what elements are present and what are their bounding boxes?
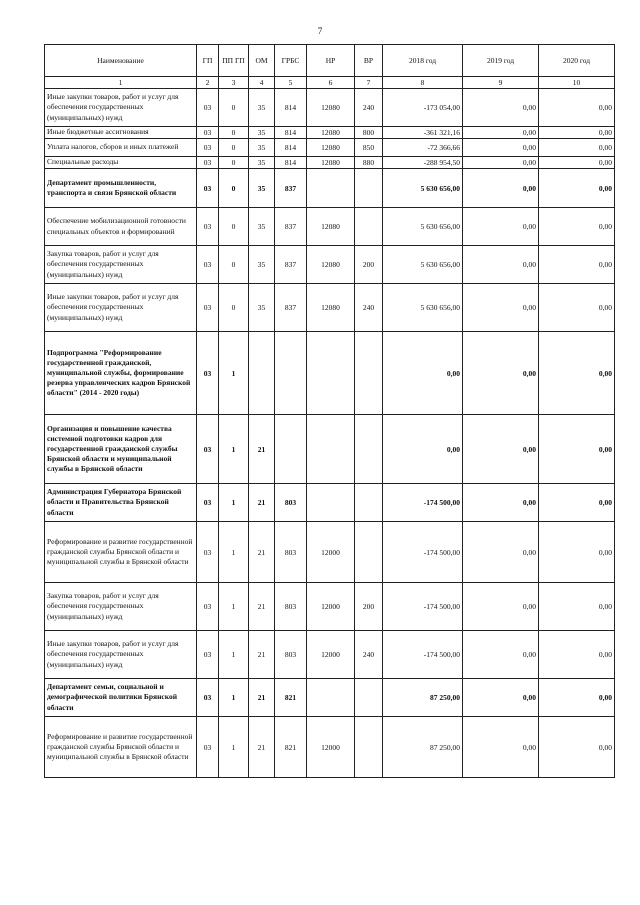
row-2018: -174 500,00 [383,583,463,631]
row-nr: 12080 [307,246,355,284]
header-om: ОМ [249,45,275,77]
row-name: Иные закупки товаров, работ и услуг для обеспечения государственных (муниципальных) нужд [45,631,197,679]
row-gp: 03 [197,246,219,284]
row-2018: -72 366,66 [383,139,463,157]
row-name: Департамент промышленности, транспорта и связи Брянской области [45,169,197,208]
row-gp: 03 [197,717,219,778]
row-2020: 0,00 [539,127,615,139]
row-nr: 12000 [307,583,355,631]
row-ppgp: 0 [219,208,249,246]
row-2020: 0,00 [539,583,615,631]
row-2018: -174 500,00 [383,522,463,583]
row-gp: 03 [197,679,219,717]
table-row [45,415,615,484]
row-nr [307,332,355,415]
row-nr: 12000 [307,522,355,583]
row-2019: 0,00 [463,484,539,522]
row-2019: 0,00 [463,332,539,415]
row-om [249,332,275,415]
row-grbs: 814 [275,89,307,127]
row-vr [355,484,383,522]
row-2018: 0,00 [383,332,463,415]
row-vr [355,169,383,208]
row-nr: 12000 [307,631,355,679]
row-gp: 03 [197,169,219,208]
row-ppgp: 1 [219,415,249,484]
row-gp: 03 [197,332,219,415]
row-vr: 240 [355,89,383,127]
row-grbs: 814 [275,139,307,157]
row-name: Организация и повышение качества системной подготовки кадров для государственной гражданской службы Брянской области и муниципальной службы в Брянской области [45,415,197,484]
column-number: 7 [355,77,383,89]
row-nr: 12080 [307,284,355,332]
row-ppgp: 1 [219,332,249,415]
budget-table [44,44,615,778]
row-2019: 0,00 [463,679,539,717]
row-2019: 0,00 [463,139,539,157]
row-2019: 0,00 [463,89,539,127]
row-name: Департамент семьи, социальной и демографической политики Брянской области [45,679,197,717]
row-grbs: 803 [275,522,307,583]
row-2019: 0,00 [463,157,539,169]
row-2018: -174 500,00 [383,484,463,522]
row-2020: 0,00 [539,631,615,679]
row-ppgp: 0 [219,246,249,284]
column-number: 5 [275,77,307,89]
row-ppgp: 0 [219,139,249,157]
column-number: 4 [249,77,275,89]
row-vr [355,522,383,583]
column-number: 6 [307,77,355,89]
row-om: 35 [249,284,275,332]
column-number: 2 [197,77,219,89]
row-nr: 12080 [307,139,355,157]
row-2020: 0,00 [539,139,615,157]
row-2019: 0,00 [463,717,539,778]
table-row [45,583,615,631]
row-grbs: 837 [275,246,307,284]
row-ppgp: 0 [219,89,249,127]
row-2018: 0,00 [383,415,463,484]
row-grbs: 803 [275,484,307,522]
row-name: Администрация Губернатора Брянской области и Правительства Брянской области [45,484,197,522]
page-number: 7 [317,26,323,36]
table-row [45,284,615,332]
header-nr: НР [307,45,355,77]
row-ppgp: 0 [219,169,249,208]
table-row [45,169,615,208]
row-gp: 03 [197,284,219,332]
row-ppgp: 0 [219,284,249,332]
row-om: 35 [249,157,275,169]
row-2018: 5 630 656,00 [383,284,463,332]
row-2018: -288 954,50 [383,157,463,169]
row-2019: 0,00 [463,169,539,208]
row-ppgp: 1 [219,679,249,717]
header-vr: ВР [355,45,383,77]
row-vr: 200 [355,246,383,284]
table-row [45,484,615,522]
row-om: 35 [249,127,275,139]
row-name: Уплата налогов, сборов и иных платежей [45,139,197,157]
row-vr: 800 [355,127,383,139]
row-2018: 87 250,00 [383,679,463,717]
row-ppgp: 1 [219,583,249,631]
row-2020: 0,00 [539,208,615,246]
column-number: 10 [539,77,615,89]
row-2020: 0,00 [539,679,615,717]
row-2019: 0,00 [463,631,539,679]
row-grbs: 821 [275,717,307,778]
row-name: Обеспечение мобилизационной готовности специальных объектов и формирований [45,208,197,246]
table-body [45,89,615,778]
row-2018: -361 321,16 [383,127,463,139]
row-2020: 0,00 [539,415,615,484]
column-number-row [45,77,615,89]
header-gp: ГП [197,45,219,77]
header-2019: 2019 год [463,45,539,77]
table-row [45,157,615,169]
row-ppgp: 1 [219,484,249,522]
table-row [45,332,615,415]
header-ppgp: ПП ГП [219,45,249,77]
header-2020: 2020 год [539,45,615,77]
row-gp: 03 [197,208,219,246]
row-2018: 5 630 656,00 [383,208,463,246]
row-name: Реформирование и развитие государственной гражданской службы Брянской области и муниципальной службы в Брянской области [45,717,197,778]
row-2018: 5 630 656,00 [383,169,463,208]
table-row [45,127,615,139]
row-gp: 03 [197,127,219,139]
header-2018: 2018 год [383,45,463,77]
table-row [45,89,615,127]
row-2019: 0,00 [463,208,539,246]
row-2018: 5 630 656,00 [383,246,463,284]
row-2020: 0,00 [539,484,615,522]
column-number: 1 [45,77,197,89]
header-row [45,45,615,77]
row-name: Подпрограмма "Реформирование государственной гражданской, муниципальной службы, формирование резерва управленческих кадров Брянской области" (2014 - 2020 годы) [45,332,197,415]
row-om: 21 [249,631,275,679]
row-2020: 0,00 [539,717,615,778]
row-nr [307,484,355,522]
row-name: Специальные расходы [45,157,197,169]
row-2020: 0,00 [539,169,615,208]
row-vr [355,332,383,415]
row-name: Закупка товаров, работ и услуг для обеспечения государственных (муниципальных) нужд [45,246,197,284]
row-nr: 12080 [307,89,355,127]
row-vr [355,208,383,246]
row-2019: 0,00 [463,415,539,484]
table-row [45,679,615,717]
row-name: Иные бюджетные ассигнования [45,127,197,139]
row-om: 21 [249,415,275,484]
row-nr [307,169,355,208]
row-om: 35 [249,139,275,157]
row-vr [355,415,383,484]
row-2020: 0,00 [539,157,615,169]
row-om: 35 [249,89,275,127]
row-gp: 03 [197,631,219,679]
row-2019: 0,00 [463,583,539,631]
row-gp: 03 [197,522,219,583]
row-gp: 03 [197,139,219,157]
row-om: 35 [249,246,275,284]
row-grbs: 803 [275,631,307,679]
row-vr: 880 [355,157,383,169]
header-grbs: ГРБС [275,45,307,77]
row-nr: 12080 [307,208,355,246]
row-2020: 0,00 [539,246,615,284]
row-nr [307,679,355,717]
row-gp: 03 [197,583,219,631]
row-nr [307,415,355,484]
row-gp: 03 [197,157,219,169]
row-grbs [275,415,307,484]
row-2020: 0,00 [539,89,615,127]
row-grbs: 814 [275,127,307,139]
row-grbs: 837 [275,208,307,246]
row-name: Реформирование и развитие государственной гражданской службы Брянской области и муниципальной службы в Брянской области [45,522,197,583]
column-number: 9 [463,77,539,89]
row-vr: 850 [355,139,383,157]
row-2018: -173 054,00 [383,89,463,127]
row-2018: 87 250,00 [383,717,463,778]
row-2019: 0,00 [463,284,539,332]
header-name: Наименование [45,45,197,77]
row-2019: 0,00 [463,522,539,583]
row-om: 35 [249,169,275,208]
row-om: 21 [249,679,275,717]
row-grbs [275,332,307,415]
table-row [45,522,615,583]
row-ppgp: 0 [219,157,249,169]
row-vr: 240 [355,284,383,332]
row-vr [355,679,383,717]
row-ppgp: 0 [219,127,249,139]
row-ppgp: 1 [219,717,249,778]
row-grbs: 837 [275,169,307,208]
row-nr: 12000 [307,717,355,778]
row-grbs: 837 [275,284,307,332]
row-name: Иные закупки товаров, работ и услуг для обеспечения государственных (муниципальных) нужд [45,284,197,332]
row-2019: 0,00 [463,127,539,139]
row-vr: 240 [355,631,383,679]
row-gp: 03 [197,484,219,522]
table-row [45,246,615,284]
table-row [45,139,615,157]
row-ppgp: 1 [219,631,249,679]
table-row [45,717,615,778]
row-om: 21 [249,717,275,778]
row-2019: 0,00 [463,246,539,284]
row-2020: 0,00 [539,522,615,583]
row-grbs: 814 [275,157,307,169]
row-ppgp: 1 [219,522,249,583]
table-row [45,631,615,679]
column-number: 8 [383,77,463,89]
row-vr: 200 [355,583,383,631]
row-om: 21 [249,583,275,631]
column-number: 3 [219,77,249,89]
row-om: 21 [249,522,275,583]
row-2020: 0,00 [539,332,615,415]
row-gp: 03 [197,89,219,127]
row-vr [355,717,383,778]
row-om: 21 [249,484,275,522]
row-grbs: 803 [275,583,307,631]
row-2018: -174 500,00 [383,631,463,679]
table-row [45,208,615,246]
row-gp: 03 [197,415,219,484]
row-name: Закупка товаров, работ и услуг для обеспечения государственных (муниципальных) нужд [45,583,197,631]
row-nr: 12080 [307,127,355,139]
row-nr: 12080 [307,157,355,169]
row-om: 35 [249,208,275,246]
row-2020: 0,00 [539,284,615,332]
row-name: Иные закупки товаров, работ и услуг для обеспечения государственных (муниципальных) нужд [45,89,197,127]
row-grbs: 821 [275,679,307,717]
